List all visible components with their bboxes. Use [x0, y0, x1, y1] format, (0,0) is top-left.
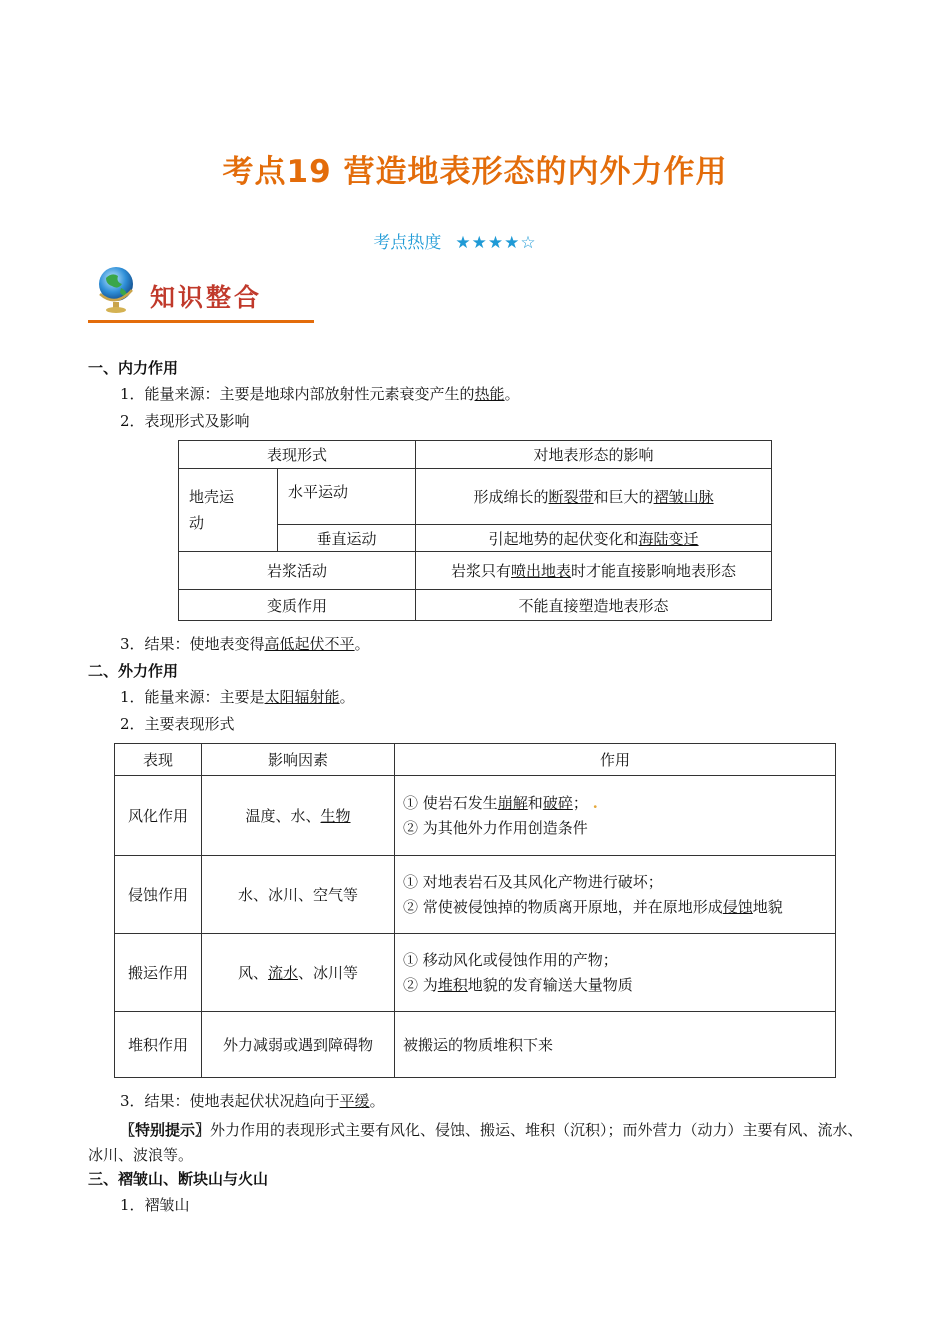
- section3-heading: 三、褶皱山、断块山与火山: [88, 1170, 269, 1188]
- s1-forms-heading: 2．表现形式及影响: [120, 412, 250, 430]
- table-cell: 不能直接塑造地表形态: [416, 590, 772, 621]
- section-banner: [88, 262, 316, 328]
- table-cell: 风、流水、冰川等: [202, 934, 395, 1012]
- table-cell: 水、冰川、空气等: [202, 856, 395, 934]
- table-cell: 变质作用: [179, 590, 416, 621]
- external-force-table: [114, 743, 836, 1078]
- table-cell: 地壳运动: [179, 469, 278, 552]
- table-cell: 侵蚀作用: [115, 856, 202, 934]
- table-cell: 搬运作用: [115, 934, 202, 1012]
- heat-stars: ★★★★☆: [455, 233, 537, 253]
- table-cell: 风化作用: [115, 776, 202, 856]
- table-cell: 外力减弱或遇到障碍物: [202, 1012, 395, 1078]
- s2-result: 3．结果：使地表起伏状况趋向于平缓。: [120, 1092, 385, 1110]
- heat-label: 考点热度: [373, 233, 442, 253]
- section1-heading: 一、内力作用: [88, 359, 179, 377]
- table-cell: 垂直运动: [278, 525, 416, 552]
- table-cell: 引起地势的起伏变化和海陆变迁: [416, 525, 772, 552]
- banner-label: 知识整合: [150, 283, 263, 312]
- special-note: 〖特别提示〗外力作用的表现形式主要有风化、侵蚀、搬运、堆积（沉积）；而外营力（动力）主要有风、流水、冰川、波浪等。: [88, 1121, 863, 1164]
- page-title: 考点19 营造地表形态的内外力作用: [222, 154, 728, 190]
- banner-rule: [88, 320, 314, 323]
- globe-icon: [94, 264, 144, 314]
- table-cell: 岩浆活动: [179, 552, 416, 590]
- section2-heading: 二、外力作用: [88, 662, 179, 680]
- table-cell: 岩浆只有喷出地表时才能直接影响地表形态: [416, 552, 772, 590]
- table-header: 表现: [115, 744, 202, 776]
- table-cell: ① 对地表岩石及其风化产物进行破坏； ② 常使被侵蚀掉的物质离开原地，并在原地形成侵蚀地貌: [395, 856, 836, 934]
- table-cell: 被搬运的物质堆积下来: [395, 1012, 836, 1078]
- table-cell: 形成绵长的断裂带和巨大的褶皱山脉: [416, 469, 772, 525]
- table-cell: ① 使岩石发生崩解和破碎； . ② 为其他外力作用创造条件: [395, 776, 836, 856]
- s2-forms-heading: 2．主要表现形式: [120, 715, 235, 733]
- table-cell: ① 移动风化或侵蚀作用的产物； ② 为堆积地貌的发育输送大量物质: [395, 934, 836, 1012]
- table-cell: 温度、水、生物: [202, 776, 395, 856]
- s1-energy-source: 1．能量来源：主要是地球内部放射性元素衰变产生的热能。: [120, 385, 520, 403]
- table-cell: 水平运动: [278, 469, 416, 525]
- heat-rating: [0, 228, 910, 253]
- table-cell: 堆积作用: [115, 1012, 202, 1078]
- internal-force-table: [178, 440, 772, 621]
- s3-item-1: 1．褶皱山: [120, 1196, 190, 1214]
- s1-result: 3．结果：使地表变得高低起伏不平。: [120, 635, 370, 653]
- s2-energy-source: 1．能量来源：主要是太阳辐射能。: [120, 688, 355, 706]
- table-header: 作用: [395, 744, 836, 776]
- table-header: 表现形式: [179, 441, 416, 469]
- table-header: 影响因素: [202, 744, 395, 776]
- table-header: 对地表形态的影响: [416, 441, 772, 469]
